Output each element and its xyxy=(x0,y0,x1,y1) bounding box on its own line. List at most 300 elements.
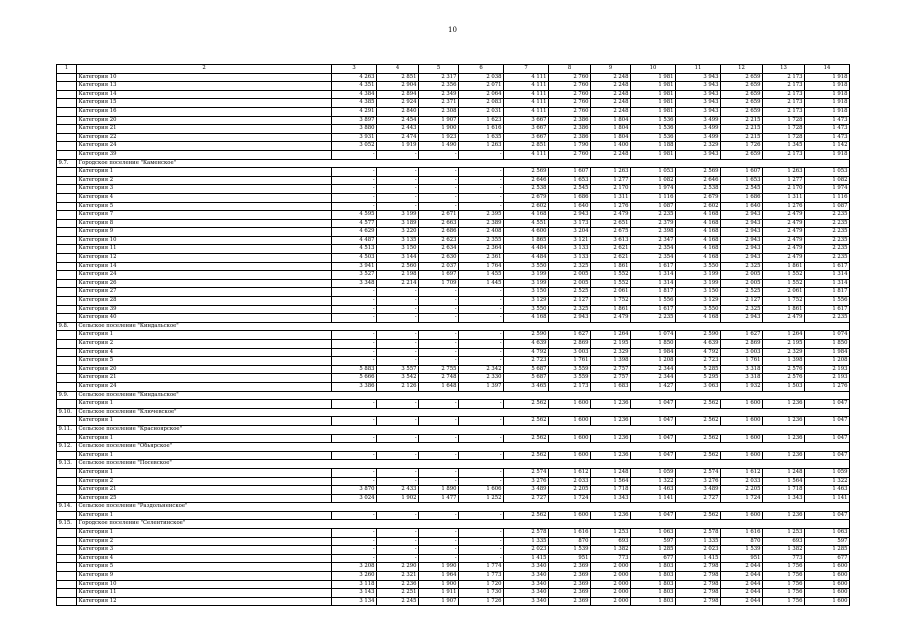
value-cell: - xyxy=(377,176,419,185)
value-cell: 2 389 xyxy=(459,219,504,228)
row-number-cell xyxy=(57,185,77,194)
table-row xyxy=(57,228,850,237)
value-cell: 1 263 xyxy=(763,168,805,177)
value-cell: 4 792 xyxy=(676,348,721,357)
value-cell: 1 539 xyxy=(721,546,763,555)
value-cell: 3 931 xyxy=(332,133,377,142)
value-cell: 1 398 xyxy=(763,357,805,366)
category-cell: Категория 14 xyxy=(77,262,332,271)
table-row xyxy=(57,142,850,151)
value-cell: 2 943 xyxy=(721,228,763,237)
value-cell: 1 623 xyxy=(459,116,504,125)
value-cell: 1 382 xyxy=(591,546,631,555)
value-cell: 1 252 xyxy=(459,494,504,503)
table-row xyxy=(57,254,850,263)
category-cell: Категория 4 xyxy=(77,193,332,202)
value-cell: 1 726 xyxy=(459,597,504,606)
category-cell: Категория 39 xyxy=(77,305,332,314)
value-cell: 3 276 xyxy=(676,477,721,486)
value-cell: 1 552 xyxy=(591,279,631,288)
value-cell: 3 880 xyxy=(332,125,377,134)
category-cell: Категория 14 xyxy=(77,90,332,99)
value-cell: - xyxy=(419,546,459,555)
table-row xyxy=(57,340,850,349)
category-cell: Категория 25 xyxy=(77,494,332,503)
value-cell: 2 000 xyxy=(591,597,631,606)
table-row xyxy=(57,597,850,606)
value-cell: 1 640 xyxy=(721,202,763,211)
section-row xyxy=(57,408,850,417)
value-cell: 2 723 xyxy=(504,357,549,366)
value-cell: 3 340 xyxy=(504,580,549,589)
value-cell: 3 870 xyxy=(332,486,377,495)
value-cell: 1 981 xyxy=(631,150,676,159)
value-cell: 1 343 xyxy=(591,494,631,503)
value-cell: 2 235 xyxy=(805,245,850,254)
value-cell: 2 344 xyxy=(631,374,676,383)
row-number-cell xyxy=(57,314,77,323)
row-number-cell xyxy=(57,365,77,374)
table-row xyxy=(57,116,850,125)
value-cell: 2 479 xyxy=(763,219,805,228)
value-cell: 3 276 xyxy=(504,477,549,486)
value-cell: 4 484 xyxy=(504,245,549,254)
value-cell: 4 639 xyxy=(504,340,549,349)
category-cell: Категория 1 xyxy=(77,529,332,538)
value-cell: 1 322 xyxy=(805,477,850,486)
category-cell: Категория 24 xyxy=(77,142,332,151)
value-cell: 1 718 xyxy=(763,486,805,495)
value-cell: 1 236 xyxy=(763,400,805,409)
value-cell: 3 063 xyxy=(676,382,721,391)
value-cell: 2 675 xyxy=(591,228,631,237)
row-number-cell xyxy=(57,211,77,220)
section-row xyxy=(57,503,850,512)
value-cell: 2 044 xyxy=(721,597,763,606)
value-cell: 3 667 xyxy=(504,125,549,134)
value-cell: 1 990 xyxy=(419,563,459,572)
value-cell: 1 082 xyxy=(805,176,850,185)
value-cell: 1 612 xyxy=(721,468,763,477)
value-cell: 1 264 xyxy=(763,331,805,340)
table-row xyxy=(57,193,850,202)
value-cell: 1 756 xyxy=(763,580,805,589)
section-row xyxy=(57,443,850,452)
value-cell: 1 761 xyxy=(549,357,591,366)
row-number-cell xyxy=(57,193,77,202)
value-cell: 1 552 xyxy=(763,279,805,288)
value-cell: - xyxy=(332,193,377,202)
value-cell: - xyxy=(459,305,504,314)
value-cell: 1 285 xyxy=(631,546,676,555)
category-cell: Категория 21 xyxy=(77,486,332,495)
row-number-cell xyxy=(57,546,77,555)
value-cell: 1 850 xyxy=(631,340,676,349)
value-cell: 2 000 xyxy=(591,589,631,598)
value-cell: 2 479 xyxy=(763,254,805,263)
value-cell: 1 600 xyxy=(805,589,850,598)
category-cell: Категория 24 xyxy=(77,271,332,280)
value-cell: 3 199 xyxy=(504,279,549,288)
value-cell: 1 335 xyxy=(504,537,549,546)
value-cell: 1 311 xyxy=(591,193,631,202)
value-cell: - xyxy=(459,529,504,538)
section-title: Сельское поселение "Ключевское" xyxy=(77,408,850,417)
value-cell: 2 798 xyxy=(676,572,721,581)
value-cell: 2 329 xyxy=(591,348,631,357)
value-cell: 2 023 xyxy=(504,546,549,555)
value-cell: 1 850 xyxy=(805,340,850,349)
value-cell: 3 559 xyxy=(549,365,591,374)
value-cell: 1 803 xyxy=(631,572,676,581)
value-cell: 1 683 xyxy=(591,382,631,391)
category-cell: Категория 9 xyxy=(77,572,332,581)
table-row xyxy=(57,434,850,443)
value-cell: 3 144 xyxy=(377,254,419,263)
value-cell: - xyxy=(332,434,377,443)
table-row xyxy=(57,107,850,116)
row-number-cell xyxy=(57,400,77,409)
value-cell: 2 325 xyxy=(721,262,763,271)
value-cell: - xyxy=(377,348,419,357)
table-row xyxy=(57,90,850,99)
value-cell: 2 005 xyxy=(721,271,763,280)
value-cell: 1 911 xyxy=(419,589,459,598)
value-cell: - xyxy=(377,297,419,306)
section-row xyxy=(57,425,850,434)
value-cell: 1 803 xyxy=(631,580,676,589)
value-cell: 4 168 xyxy=(676,314,721,323)
table-row xyxy=(57,331,850,340)
row-number-cell xyxy=(57,125,77,134)
value-cell: 2 127 xyxy=(721,297,763,306)
value-cell: 3 550 xyxy=(676,262,721,271)
value-cell: 1 087 xyxy=(631,202,676,211)
value-cell: 1 600 xyxy=(549,511,591,520)
value-cell: 5 687 xyxy=(504,374,549,383)
value-cell: 2 173 xyxy=(763,73,805,82)
row-number-cell xyxy=(57,82,77,91)
value-cell: 1 724 xyxy=(549,494,591,503)
value-cell: 1 047 xyxy=(631,434,676,443)
section-title: Городское поселение "Селентинское" xyxy=(77,520,850,529)
value-cell: - xyxy=(332,357,377,366)
value-cell: 1 600 xyxy=(549,434,591,443)
value-cell: 2 943 xyxy=(721,219,763,228)
value-cell: 2 000 xyxy=(591,580,631,589)
value-cell: 2 408 xyxy=(459,228,504,237)
value-cell: 1 616 xyxy=(721,529,763,538)
category-cell: Категория 5 xyxy=(77,357,332,366)
value-cell: 1 918 xyxy=(805,82,850,91)
row-number-cell xyxy=(57,73,77,82)
row-number-cell xyxy=(57,133,77,142)
value-cell: 3 559 xyxy=(549,374,591,383)
value-cell: - xyxy=(419,185,459,194)
value-cell: 2 321 xyxy=(377,572,419,581)
value-cell: 2 562 xyxy=(504,511,549,520)
value-cell: 2 329 xyxy=(676,142,721,151)
value-cell: - xyxy=(377,314,419,323)
value-cell: 1 236 xyxy=(591,434,631,443)
column-number: 7 xyxy=(504,65,549,74)
value-cell: 4 595 xyxy=(332,211,377,220)
value-cell: 1 861 xyxy=(763,305,805,314)
value-cell: 3 340 xyxy=(504,597,549,606)
value-cell: 2 193 xyxy=(805,374,850,383)
value-cell: 2 369 xyxy=(549,589,591,598)
value-cell: 2 344 xyxy=(631,365,676,374)
value-cell: 2 578 xyxy=(504,529,549,538)
value-cell: 3 204 xyxy=(549,228,591,237)
value-cell: 2 562 xyxy=(676,400,721,409)
value-cell: 1 600 xyxy=(805,597,850,606)
value-cell: 4 263 xyxy=(332,73,377,82)
table-body xyxy=(57,65,850,606)
value-cell: 2 621 xyxy=(591,254,631,263)
value-cell: 2 686 xyxy=(419,228,459,237)
value-cell: - xyxy=(419,176,459,185)
table-row xyxy=(57,262,850,271)
value-cell: 1 463 xyxy=(805,486,850,495)
value-cell: 1 981 xyxy=(631,90,676,99)
value-cell: 3 943 xyxy=(676,90,721,99)
value-cell: 773 xyxy=(763,554,805,563)
value-cell: 1 314 xyxy=(805,279,850,288)
value-cell: - xyxy=(332,297,377,306)
value-cell: - xyxy=(377,340,419,349)
value-cell: 1 981 xyxy=(631,99,676,108)
row-number-cell xyxy=(57,563,77,572)
value-cell: 2 170 xyxy=(591,185,631,194)
value-cell: 2 325 xyxy=(549,305,591,314)
value-cell: 4 551 xyxy=(504,219,549,228)
value-cell: 3 613 xyxy=(591,236,631,245)
table-row xyxy=(57,236,850,245)
value-cell: 3 550 xyxy=(504,305,549,314)
value-cell: 677 xyxy=(805,554,850,563)
value-cell: - xyxy=(459,168,504,177)
value-cell: 1 141 xyxy=(805,494,850,503)
value-cell: 3 129 xyxy=(504,297,549,306)
row-number-cell xyxy=(57,468,77,477)
value-cell: 1 726 xyxy=(721,142,763,151)
row-number-cell xyxy=(57,486,77,495)
category-cell: Категория 2 xyxy=(77,176,332,185)
value-cell: 2 064 xyxy=(459,90,504,99)
value-cell: 2 173 xyxy=(549,382,591,391)
category-cell: Категория 8 xyxy=(77,219,332,228)
value-cell: 1 923 xyxy=(419,133,459,142)
category-cell: Категория 12 xyxy=(77,597,332,606)
value-cell: 1 276 xyxy=(763,202,805,211)
table-row xyxy=(57,279,850,288)
value-cell: - xyxy=(459,554,504,563)
table-row xyxy=(57,82,850,91)
value-cell: - xyxy=(332,176,377,185)
value-cell: - xyxy=(332,288,377,297)
value-cell: 1 728 xyxy=(763,125,805,134)
value-cell: - xyxy=(377,434,419,443)
value-cell: 2 361 xyxy=(459,254,504,263)
value-cell: - xyxy=(459,348,504,357)
table-row xyxy=(57,314,850,323)
section-row xyxy=(57,460,850,469)
value-cell: 2 659 xyxy=(721,82,763,91)
value-cell: 2 248 xyxy=(591,99,631,108)
category-cell: Категория 28 xyxy=(77,297,332,306)
value-cell: 1 617 xyxy=(631,262,676,271)
value-cell: 2 623 xyxy=(419,236,459,245)
value-cell: 2 574 xyxy=(676,468,721,477)
value-cell: 2 355 xyxy=(459,236,504,245)
value-cell: 1 398 xyxy=(591,357,631,366)
value-cell: 2 329 xyxy=(763,348,805,357)
value-cell: 2 236 xyxy=(377,580,419,589)
category-cell: Категория 22 xyxy=(77,133,332,142)
value-cell: 2 173 xyxy=(763,82,805,91)
value-cell: 1 208 xyxy=(805,357,850,366)
value-cell: 2 760 xyxy=(549,99,591,108)
value-cell: 2 479 xyxy=(591,211,631,220)
value-cell: 1 473 xyxy=(805,125,850,134)
value-cell: 4 111 xyxy=(504,82,549,91)
category-cell: Категория 39 xyxy=(77,150,332,159)
value-cell: 4 629 xyxy=(332,228,377,237)
value-cell: 1 142 xyxy=(805,142,850,151)
value-cell: 1 141 xyxy=(631,494,676,503)
value-cell: 2 235 xyxy=(631,211,676,220)
value-cell: - xyxy=(332,554,377,563)
table-row xyxy=(57,297,850,306)
category-cell: Категория 10 xyxy=(77,236,332,245)
value-cell: 2 943 xyxy=(549,211,591,220)
value-cell: 1 556 xyxy=(631,297,676,306)
value-cell: 2 659 xyxy=(721,99,763,108)
value-cell: 1 984 xyxy=(805,348,850,357)
value-cell: 2 630 xyxy=(419,254,459,263)
value-cell: 2 943 xyxy=(721,236,763,245)
value-cell: 1 047 xyxy=(805,417,850,426)
row-number-cell xyxy=(57,451,77,460)
value-cell: 2 033 xyxy=(721,477,763,486)
value-cell: 2 602 xyxy=(676,202,721,211)
value-cell: 2 386 xyxy=(549,133,591,142)
value-cell: 2 354 xyxy=(631,254,676,263)
value-cell: 1 600 xyxy=(721,451,763,460)
value-cell: 1 556 xyxy=(805,297,850,306)
category-cell: Категория 11 xyxy=(77,245,332,254)
value-cell: - xyxy=(459,417,504,426)
value-cell: 1 047 xyxy=(805,511,850,520)
value-cell: 1 900 xyxy=(419,125,459,134)
value-cell: 2 474 xyxy=(377,133,419,142)
value-cell: 1 063 xyxy=(631,529,676,538)
value-cell: 3 897 xyxy=(332,116,377,125)
value-cell: 1 536 xyxy=(631,133,676,142)
value-cell: 2 205 xyxy=(721,486,763,495)
value-cell: 3 150 xyxy=(676,288,721,297)
value-cell: - xyxy=(377,537,419,546)
value-cell: 2 479 xyxy=(763,228,805,237)
value-cell: 1 116 xyxy=(805,193,850,202)
value-cell: 2 325 xyxy=(721,305,763,314)
value-cell: 1 490 xyxy=(419,142,459,151)
value-cell: 2 562 xyxy=(676,451,721,460)
row-number-cell xyxy=(57,374,77,383)
table-row xyxy=(57,554,850,563)
value-cell: 597 xyxy=(805,537,850,546)
value-cell: 3 550 xyxy=(676,305,721,314)
value-cell: - xyxy=(459,537,504,546)
value-cell: 1 984 xyxy=(631,348,676,357)
value-cell: - xyxy=(419,314,459,323)
value-cell: 2 342 xyxy=(459,365,504,374)
column-number: 5 xyxy=(419,65,459,74)
value-cell: 1 276 xyxy=(591,202,631,211)
row-number-cell xyxy=(57,529,77,538)
value-cell: 3 199 xyxy=(504,271,549,280)
value-cell: 2 679 xyxy=(676,193,721,202)
value-cell: 1 564 xyxy=(591,477,631,486)
value-cell: 2 248 xyxy=(591,73,631,82)
value-cell: 1 600 xyxy=(721,400,763,409)
section-number: 9.9. xyxy=(57,391,77,400)
value-cell: - xyxy=(459,297,504,306)
value-cell: 1 236 xyxy=(591,511,631,520)
value-cell: 1 817 xyxy=(631,288,676,297)
value-cell: - xyxy=(377,546,419,555)
value-cell: 1 253 xyxy=(763,529,805,538)
value-cell: - xyxy=(332,477,377,486)
value-cell: - xyxy=(459,314,504,323)
value-cell: 1 773 xyxy=(459,572,504,581)
value-cell: - xyxy=(377,288,419,297)
value-cell: 2 943 xyxy=(721,211,763,220)
value-cell: 1 607 xyxy=(721,168,763,177)
table-row xyxy=(57,211,850,220)
value-cell: - xyxy=(419,150,459,159)
value-cell: - xyxy=(332,305,377,314)
row-number-cell xyxy=(57,331,77,340)
value-cell: 1 730 xyxy=(459,589,504,598)
category-cell: Категория 13 xyxy=(77,82,332,91)
row-number-cell xyxy=(57,382,77,391)
value-cell: 2 869 xyxy=(721,340,763,349)
value-cell: - xyxy=(419,288,459,297)
value-cell: 2 386 xyxy=(549,125,591,134)
value-cell: 1 427 xyxy=(631,382,676,391)
value-cell: 2 562 xyxy=(504,451,549,460)
value-cell: - xyxy=(419,537,459,546)
value-cell: 2 000 xyxy=(591,572,631,581)
row-number-cell xyxy=(57,537,77,546)
value-cell: 4 385 xyxy=(332,99,377,108)
row-number-cell xyxy=(57,254,77,263)
value-cell: 2 576 xyxy=(763,365,805,374)
column-number: 14 xyxy=(805,65,850,74)
value-cell: 3 318 xyxy=(721,365,763,374)
value-cell: 2 061 xyxy=(763,288,805,297)
value-cell: 1 415 xyxy=(504,554,549,563)
value-cell: 3 348 xyxy=(332,279,377,288)
table-row xyxy=(57,245,850,254)
value-cell: 1 616 xyxy=(459,125,504,134)
value-cell: - xyxy=(419,434,459,443)
value-cell: 1 536 xyxy=(631,116,676,125)
value-cell: 1 564 xyxy=(763,477,805,486)
value-cell: 1 600 xyxy=(549,417,591,426)
